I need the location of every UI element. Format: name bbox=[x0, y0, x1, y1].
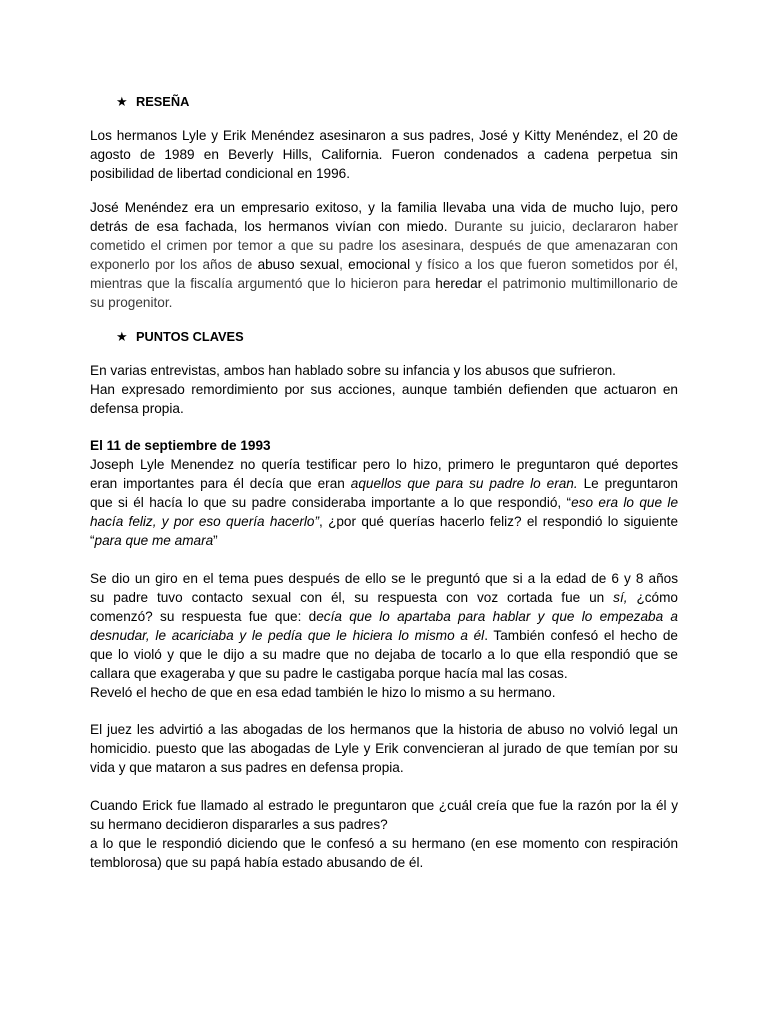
star-bullet-icon: ★ bbox=[116, 329, 128, 344]
section-heading-resena: ★ RESEÑA bbox=[116, 94, 190, 109]
paragraph-line: eran importantes para él decía que eran aquellos que para su padre lo eran. Le preguntaron bbox=[90, 476, 678, 491]
paragraph-line: defensa propia. bbox=[90, 401, 184, 416]
paragraph-line: cometido el crimen por temor a que su padre los asesinara, después de que amenazaran con bbox=[90, 238, 678, 253]
paragraph-line: “para que me amara” bbox=[90, 533, 218, 548]
paragraph-line: Han expresado remordimiento por sus acciones, aunque también defienden que actuaron en bbox=[90, 382, 678, 397]
paragraph-line: comenzó? su respuesta fue que: decía que lo apartaba para hablar y que lo empezaba a bbox=[90, 609, 678, 624]
paragraph-line: agosto de 1989 en Beverly Hills, California. Fueron condenados a cadena perpetua sin bbox=[90, 147, 678, 162]
paragraph-line: Se dio un giro en el tema pues después de ello se le preguntó que si a la edad de 6 y 8 años bbox=[90, 571, 678, 586]
paragraph-line: a lo que le respondió diciendo que le confesó a su hermano (en ese momento con respiración bbox=[90, 836, 678, 851]
paragraph-line: hacía feliz, y por eso quería hacerlo”, ¿por qué querías hacerlo feliz? el respondió lo siguiente bbox=[90, 514, 678, 529]
paragraph-line: desnudar, le acariciaba y le pedía que le hiciera lo mismo a él. También confesó el hecho de bbox=[90, 628, 678, 643]
star-bullet-icon: ★ bbox=[116, 94, 128, 109]
paragraph-line: El juez les advirtió a las abogadas de los hermanos que la historia de abuso no volvió legal un bbox=[90, 722, 678, 737]
paragraph-line: Reveló el hecho de que en esa edad también le hizo lo mismo a su hermano. bbox=[90, 685, 556, 700]
paragraph-line: exponerlo por los años de abuso sexual, emocional y físico a los que fueron sometidos por él, bbox=[90, 257, 678, 272]
paragraph-line: José Menéndez era un empresario exitoso, y la familia llevaba una vida de mucho lujo, pero bbox=[90, 200, 678, 215]
paragraph-line: En varias entrevistas, ambos han hablado sobre su infancia y los abusos que sufrieron. bbox=[90, 363, 616, 378]
paragraph-line: Los hermanos Lyle y Erik Menéndez asesinaron a sus padres, José y Kitty Menéndez, el 20 de bbox=[90, 128, 678, 143]
paragraph-line: mientras que la fiscalía argumentó que lo hicieron para heredar el patrimonio multimillonario de bbox=[90, 276, 678, 291]
paragraph-line: temblorosa) que su papá había estado abusando de él. bbox=[90, 855, 424, 870]
paragraph-line: detrás de esa fachada, los hermanos vivían con miedo. Durante su juicio, declararon haber bbox=[90, 219, 678, 234]
paragraph-line: vida y que mataron a sus padres en defensa propia. bbox=[90, 760, 404, 775]
paragraph-line: Joseph Lyle Menendez no quería testificar pero lo hizo, primero le preguntaron qué deportes bbox=[90, 457, 678, 472]
date-heading: El 11 de septiembre de 1993 bbox=[90, 438, 271, 453]
paragraph-line: que si él hacía lo que su padre consideraba importante a lo que respondió, “eso era lo que le bbox=[90, 495, 678, 510]
paragraph-line: su progenitor. bbox=[90, 295, 173, 310]
paragraph-line: homicidio. puesto que las abogadas de Lyle y Erik convencieran al jurado de que temían por su bbox=[90, 741, 678, 756]
paragraph-line: su padre tuvo contacto sexual con él, su respuesta con voz cortada fue un sí, ¿cómo bbox=[90, 590, 678, 605]
section-heading-puntos-claves: ★ PUNTOS CLAVES bbox=[116, 329, 244, 344]
paragraph-line: Cuando Erick fue llamado al estrado le preguntaron que ¿cuál creía que fue la razón por la él y bbox=[90, 798, 678, 813]
paragraph-line: posibilidad de libertad condicional en 1996. bbox=[90, 166, 350, 181]
paragraph-line: callara que exageraba y que su padre le castigaba porque hacía mal las cosas. bbox=[90, 666, 568, 681]
paragraph-line: que lo violó y que le dijo a su madre que no dejaba de tocarlo a lo que ella respondió que se bbox=[90, 647, 678, 662]
paragraph-line: su hermano decidieron dispararles a sus padres? bbox=[90, 817, 388, 832]
